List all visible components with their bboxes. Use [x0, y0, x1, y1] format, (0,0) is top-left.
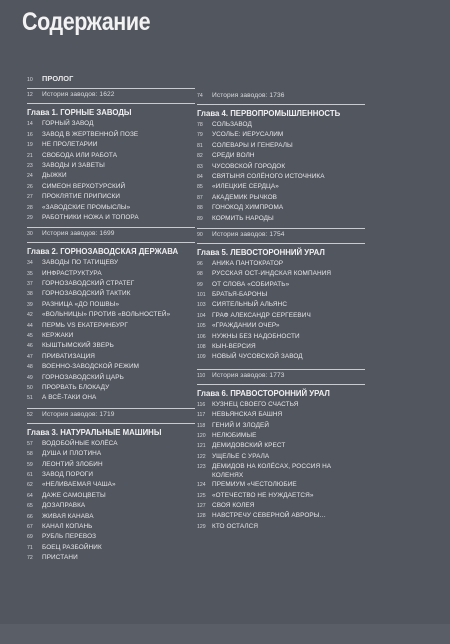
entry-title: ГОРНОЗАВОДСКИЙ ТАКТИК	[42, 290, 131, 298]
toc-entry[interactable]	[27, 119, 195, 129]
page-number: 19	[27, 142, 33, 149]
entry-title: РУССКАЯ ОСТ-ИНДСКАЯ КОМПАНИЯ	[212, 270, 332, 278]
entry-title: НЕЛЮБИМЫЕ	[212, 431, 257, 439]
toc-history-entry[interactable]	[197, 370, 365, 382]
page-number: 117	[197, 412, 206, 419]
entry-title: История заводов: 1699	[42, 230, 115, 238]
toc-entry[interactable]	[197, 321, 365, 331]
page-number: 12	[27, 92, 33, 99]
toc-right-column	[197, 90, 365, 532]
entry-title: СВЯТЫНЯ СОЛЁНОГО ИСТОЧНИКА	[212, 172, 325, 180]
entry-title: ПРИСТАНИ	[42, 554, 78, 562]
chapter-entries	[197, 259, 365, 363]
toc-entry[interactable]	[197, 162, 365, 172]
entry-title: БОЕЦ РАЗБОЙНИК	[42, 543, 102, 551]
toc-entry[interactable]	[27, 310, 195, 320]
entry-title: ДОЗАПРАВКА	[42, 502, 86, 510]
entry-title: РАБОТНИКИ НОЖА И ТОПОРА	[42, 213, 139, 221]
entry-title: СОЛЕВАРЫ И ГЕНЕРАЛЫ	[212, 141, 293, 149]
toc-entry[interactable]	[27, 383, 195, 393]
page-number: 103	[197, 302, 206, 309]
toc-history-entry[interactable]	[197, 90, 365, 102]
page-number: 110	[197, 372, 206, 379]
toc-entry[interactable]	[27, 171, 195, 181]
page-number: 105	[197, 323, 206, 330]
page-number: 49	[27, 374, 33, 381]
toc-entry[interactable]	[197, 480, 365, 490]
toc-entry[interactable]	[197, 462, 365, 480]
entry-title: КАНАЛ КОПАНЬ	[42, 522, 93, 530]
divider	[197, 243, 365, 244]
chapter-number: Глава 4.	[197, 109, 231, 118]
entry-title: История заводов: 1754	[212, 230, 285, 238]
page-number: 125	[197, 492, 206, 499]
page-number: 48	[27, 364, 33, 371]
divider	[27, 423, 195, 424]
entry-title: СВОЯ КОЛЕЯ	[212, 501, 255, 509]
entry-title: ГОНОКОД ХИМПРОМА	[212, 204, 284, 212]
toc-entry[interactable]	[197, 280, 365, 290]
page-number: 47	[27, 353, 33, 360]
entry-title: НОВЫЙ ЧУСОВСКОЙ ЗАВОД	[212, 353, 303, 361]
entry-title: ДЕМИДОВ НА КОЛЁСАХ, РОССИЯ НА КОЛЕНЯХ	[212, 463, 332, 479]
toc-entry[interactable]	[197, 441, 365, 451]
toc-entry[interactable]	[27, 553, 195, 563]
entry-title: ГОРНОЗАВОДСКИЙ ЦАРЬ	[42, 373, 124, 381]
page-number: 78	[197, 122, 203, 128]
toc-entry[interactable]	[197, 431, 365, 441]
page-number: 66	[27, 513, 33, 520]
entry-title: ДЕМИДОВСКИЙ КРЕСТ	[212, 442, 286, 450]
toc-entry[interactable]	[197, 214, 365, 224]
chapter-title: ГОРНЫЕ ЗАВОДЫ	[60, 108, 132, 118]
divider	[197, 384, 365, 385]
page-number: 46	[27, 343, 33, 350]
page-number: 124	[197, 482, 206, 489]
entry-title: ЗАВОДЫ ПО ТАТИЩЕВУ	[42, 259, 119, 267]
entry-title: ЖИВАЯ КАНАВА	[42, 512, 94, 520]
page-number: 122	[197, 453, 206, 460]
toc-entry[interactable]	[197, 522, 365, 532]
entry-title: РУБЛЬ ПЕРЕВОЗ	[42, 533, 97, 541]
page-number: 61	[27, 471, 33, 478]
chapter-heading[interactable]	[27, 107, 195, 119]
page-number: 23	[27, 162, 33, 169]
toc-entry[interactable]	[27, 321, 195, 331]
chapter-number: Глава 6.	[197, 388, 231, 398]
entry-title: НУЖНЫ БЕЗ НАДОБНОСТИ	[212, 332, 300, 340]
chapter-number: Глава 5.	[197, 247, 231, 257]
divider	[27, 242, 195, 243]
entry-title: КОРМИТЬ НАРОДЫ	[212, 214, 274, 222]
toc-entry[interactable]	[27, 501, 195, 511]
toc-entry[interactable]	[27, 460, 195, 470]
entry-title: ЛЕОНТИЙ ЗЛОБИН	[42, 460, 103, 468]
entry-title: КУЗНЕЦ СВОЕГО СЧАСТЬЯ	[212, 400, 299, 408]
page-number: 67	[27, 523, 33, 530]
page-number: 71	[27, 544, 33, 551]
entry-title: «ЗАВОДСКИЕ ПРОМЫСЛЫ»	[42, 203, 131, 211]
page-number: 51	[27, 395, 33, 402]
page-number: 16	[27, 131, 33, 138]
entry-title: ПРОКЛЯТИЕ ПРИПИСКИ	[42, 193, 121, 201]
page-number: 79	[197, 132, 203, 139]
entry-title: «ВОЛЬНИЦЫ» ПРОТИВ «ВОЛЬНОСТЕЙ»	[42, 311, 171, 319]
toc-entry[interactable]	[197, 352, 365, 362]
toc-entry[interactable]	[27, 140, 195, 150]
toc-left-column	[27, 74, 195, 563]
page-number: 129	[197, 523, 206, 530]
entry-title: «ИЛЕЦКИЕ СЕРДЦА»	[212, 183, 279, 191]
entry-title: КЫШТЫМСКИЙ ЗВЕРЬ	[42, 342, 114, 350]
toc-entry[interactable]	[27, 269, 195, 279]
entry-title: «ОТЕЧЕСТВО НЕ НУЖДАЕТСЯ»	[212, 491, 314, 499]
page-number: 101	[197, 292, 206, 299]
page-number: 98	[197, 271, 203, 278]
toc-entry[interactable]	[197, 172, 365, 182]
toc-entry[interactable]	[197, 300, 365, 310]
toc-entry[interactable]	[197, 151, 365, 161]
entry-title: КЕРЖАКИ	[42, 332, 74, 340]
page-number: 62	[27, 482, 33, 489]
page-number: 44	[27, 322, 33, 329]
toc-entry[interactable]	[27, 352, 195, 362]
page-number: 72	[27, 555, 33, 562]
toc-history-entry[interactable]	[27, 228, 195, 240]
chapter-heading[interactable]	[197, 388, 365, 400]
entry-title: РАЗНИЦА «ДО ПОШВЫ»	[42, 300, 120, 308]
chapter-entries	[197, 400, 365, 532]
entry-title: История заводов: 1622	[42, 91, 115, 99]
toc-entry[interactable]	[197, 259, 365, 269]
toc-entry[interactable]	[197, 421, 365, 431]
toc-entry[interactable]	[197, 491, 365, 501]
page-number: 38	[27, 291, 33, 298]
page-number: 21	[27, 152, 33, 159]
entry-title: СОЛЬЗАВОД	[212, 121, 252, 128]
toc-entry[interactable]	[197, 141, 365, 151]
toc-entry[interactable]	[197, 290, 365, 300]
chapter-entries	[27, 119, 195, 223]
toc-entry[interactable]	[27, 300, 195, 310]
page-number: 83	[197, 163, 203, 170]
entry-title: ПРОЛОГ	[42, 74, 74, 83]
chapter-number: Глава 1.	[27, 108, 61, 118]
entry-title: «НЕЛИВАЕМАЯ ЧАША»	[42, 481, 116, 489]
toc-entry[interactable]	[27, 449, 195, 459]
entry-title: История заводов: 1736	[212, 92, 285, 99]
toc-entry[interactable]	[197, 511, 365, 521]
page-number: 108	[197, 344, 206, 351]
entry-title: КТО ОСТАЛСЯ	[212, 522, 259, 530]
toc-entry[interactable]	[27, 480, 195, 490]
page-number: 90	[197, 231, 203, 238]
page-number: 109	[197, 354, 206, 361]
entry-title: КЫН-ВЕРСИЯ	[212, 343, 256, 351]
toc-entry[interactable]	[27, 393, 195, 403]
entry-title: ГОРНЫЙ ЗАВОД	[42, 120, 94, 128]
entry-title: ДАЖЕ САМОЦВЕТЫ	[42, 491, 106, 499]
entry-title: ИНФРАСТРУКТУРА	[42, 269, 102, 277]
entry-title: История заводов: 1773	[212, 371, 285, 379]
page-number: 30	[27, 231, 33, 238]
page-number: 88	[197, 205, 203, 212]
toc-history-entry[interactable]	[197, 229, 365, 241]
toc-entry[interactable]	[27, 192, 195, 202]
page-number: 121	[197, 443, 206, 450]
chapter-title: ГОРНОЗАВОДСКАЯ ДЕРЖАВА	[60, 247, 179, 257]
page-number: 84	[197, 173, 203, 180]
entry-title: УЩЕЛЬЕ С УРАЛА	[212, 452, 270, 460]
toc-prolog[interactable]	[27, 74, 195, 84]
toc-entry[interactable]	[27, 258, 195, 268]
page-number: 59	[27, 461, 33, 468]
entry-title: СИЯТЕЛЬНЫЙ АЛЬЯНС	[212, 301, 288, 309]
page-number: 24	[27, 173, 33, 180]
toc-entry[interactable]	[197, 193, 365, 203]
toc-entry[interactable]	[27, 331, 195, 341]
entry-title: ПРИВАТИЗАЦИЯ	[42, 352, 96, 360]
entry-title: ДУША И ПЛОТИНА	[42, 450, 102, 458]
toc-entry[interactable]	[197, 130, 365, 140]
entry-title: История заводов: 1719	[42, 410, 115, 418]
entry-title: ОТ СЛОВА «СОБИРАТЬ»	[212, 280, 290, 288]
chapter-entries	[27, 439, 195, 564]
page-number: 116	[197, 401, 206, 408]
entry-title: ВОЕННО-ЗАВОДСКОЙ РЕЖИМ	[42, 363, 140, 371]
chapter-number: Глава 3.	[27, 427, 61, 437]
toc-entry[interactable]	[27, 470, 195, 480]
page-number: 35	[27, 270, 33, 277]
chapter-title: ПРАВОСТОРОННИЙ УРАЛ	[230, 388, 330, 398]
entry-title: ВОДОБОЙНЫЕ КОЛЁСА	[42, 439, 118, 447]
entry-title: ПРОРВАТЬ БЛОКАДУ	[42, 383, 110, 391]
toc-entry[interactable]	[197, 342, 365, 352]
page-number: 74	[197, 93, 203, 99]
toc-entry[interactable]	[197, 311, 365, 321]
page-number: 106	[197, 333, 206, 340]
toc-entry[interactable]	[27, 279, 195, 289]
entry-title: ЗАВОД ПОРОГИ	[42, 470, 94, 478]
page-number: 123	[197, 464, 206, 471]
toc-entry[interactable]	[27, 151, 195, 161]
entry-title: НЕ ПРОЛЕТАРИИ	[42, 141, 98, 149]
page-number: 69	[27, 534, 33, 541]
entry-title: ГРАФ АЛЕКСАНДР СЕРГЕЕВИЧ	[212, 311, 311, 319]
chapter-entries	[197, 120, 365, 224]
toc-entry[interactable]	[27, 213, 195, 223]
page-number: 39	[27, 301, 33, 308]
toc-entry[interactable]	[27, 289, 195, 299]
entry-title: ЧУСОВСКОЙ ГОРОДОК	[212, 162, 286, 170]
page-number: 37	[27, 281, 33, 288]
entry-title: А ВСЁ-ТАКИ ОНА	[42, 394, 97, 402]
page-number: 64	[27, 492, 33, 499]
toc-entry[interactable]	[27, 543, 195, 553]
page-number: 34	[27, 260, 33, 267]
page-title: Содержание	[22, 8, 151, 36]
toc-history-entry[interactable]	[27, 409, 195, 421]
toc-entry[interactable]	[197, 501, 365, 511]
entry-title: СВОБОДА ИЛИ РАБОТА	[42, 151, 118, 159]
entry-title: АКАДЕМИК РЫЧКОВ	[212, 193, 278, 201]
page-number: 52	[27, 411, 33, 418]
toc-entry[interactable]	[197, 203, 365, 213]
toc-entry[interactable]	[27, 203, 195, 213]
toc-entry[interactable]	[27, 341, 195, 351]
page-number: 96	[197, 260, 203, 267]
toc-entry[interactable]	[27, 182, 195, 192]
toc-entry[interactable]	[27, 362, 195, 372]
page-number: 29	[27, 214, 33, 221]
entry-title: АНИКА ПАНТОКРАТОР	[212, 259, 284, 267]
page-number: 28	[27, 204, 33, 211]
entry-title: НАВСТРЕЧУ СЕВЕРНОЙ АВРОРЫ…	[212, 512, 327, 520]
page-number: 42	[27, 312, 33, 319]
toc-entry[interactable]	[197, 452, 365, 462]
entry-title: «ГРАЖДАНИИ ОЧЕР»	[212, 322, 280, 330]
toc-entry[interactable]	[27, 491, 195, 501]
page-number: 87	[197, 194, 203, 201]
entry-title: ДЫЖКИ	[42, 172, 67, 180]
page-number: 81	[197, 142, 203, 149]
page-number: 14	[27, 121, 33, 128]
page-footer-band	[0, 624, 450, 644]
toc-history-entry[interactable]	[27, 89, 195, 101]
chapter-heading[interactable]	[197, 247, 365, 259]
entry-title: СИМЕОН ВЕРХОТУРСКИЙ	[42, 182, 126, 190]
entry-title: ЗАВОДЫ И ЗАВЕТЫ	[42, 161, 105, 169]
chapter-entries	[27, 258, 195, 403]
page-number: 27	[27, 194, 33, 201]
page-number: 58	[27, 451, 33, 458]
toc-entry[interactable]	[197, 410, 365, 420]
chapter-title: ЛЕВОСТОРОННИЙ УРАЛ	[230, 247, 325, 257]
toc-entry[interactable]	[27, 439, 195, 449]
page-number: 128	[197, 513, 206, 520]
entry-title: ПРЕМИУМ «ЧЕСТОЛЮБИЕ	[212, 481, 297, 489]
entry-title: ГЕНИЙ И ЗЛОДЕЙ	[212, 421, 270, 429]
chapter-heading[interactable]	[27, 246, 195, 258]
toc-entry[interactable]	[27, 522, 195, 532]
page-number: 120	[197, 432, 206, 439]
chapter-number: Глава 2.	[27, 247, 61, 257]
toc-entry[interactable]	[197, 182, 365, 192]
page-number: 26	[27, 183, 33, 190]
toc-entry[interactable]	[27, 161, 195, 171]
toc-entry[interactable]	[197, 269, 365, 279]
page-number: 57	[27, 440, 33, 447]
page-number: 127	[197, 502, 206, 509]
page-number: 99	[197, 281, 203, 288]
page-number: 104	[197, 312, 206, 319]
entry-title: НЕВЬЯНСКАЯ БАШНЯ	[212, 411, 283, 419]
page-number: 10	[27, 77, 33, 83]
chapter-title: ПЕРВОПРОМЫШЛЕННОСТЬ	[230, 109, 341, 118]
page-number: 118	[197, 422, 206, 429]
toc-entry[interactable]	[197, 120, 365, 130]
toc-entry[interactable]	[27, 512, 195, 522]
chapter-heading[interactable]	[27, 427, 195, 439]
page-number: 89	[197, 215, 203, 222]
entry-title: ЗАВОД В ЖЕРТВЕННОЙ ПОЗЕ	[42, 130, 139, 138]
entry-title: СРЕДИ ВОЛН	[212, 152, 255, 160]
chapter-title: НАТУРАЛЬНЫЕ МАШИНЫ	[60, 427, 162, 437]
toc-entry[interactable]	[197, 332, 365, 342]
page-number: 85	[197, 184, 203, 191]
divider	[197, 104, 365, 105]
entry-title: БРАТЬЯ-БАРОНЫ	[212, 291, 268, 299]
toc-entry[interactable]	[27, 373, 195, 383]
divider	[27, 103, 195, 104]
toc-entry[interactable]	[197, 400, 365, 410]
page-number: 50	[27, 384, 33, 391]
toc-entry[interactable]	[27, 130, 195, 140]
entry-title: УСОЛЬЕ: ИЕРУСАЛИМ	[212, 131, 284, 139]
chapter-heading[interactable]	[197, 108, 365, 120]
page-number: 82	[197, 153, 203, 160]
page-number: 65	[27, 503, 33, 510]
page-number: 45	[27, 333, 33, 340]
entry-title: ГОРНОЗАВОДСКИЙ СТРАТЕГ	[42, 280, 135, 288]
entry-title: ПЕРМЬ VS ЕКАТЕРИНБУРГ	[42, 321, 128, 329]
toc-entry[interactable]	[27, 532, 195, 542]
